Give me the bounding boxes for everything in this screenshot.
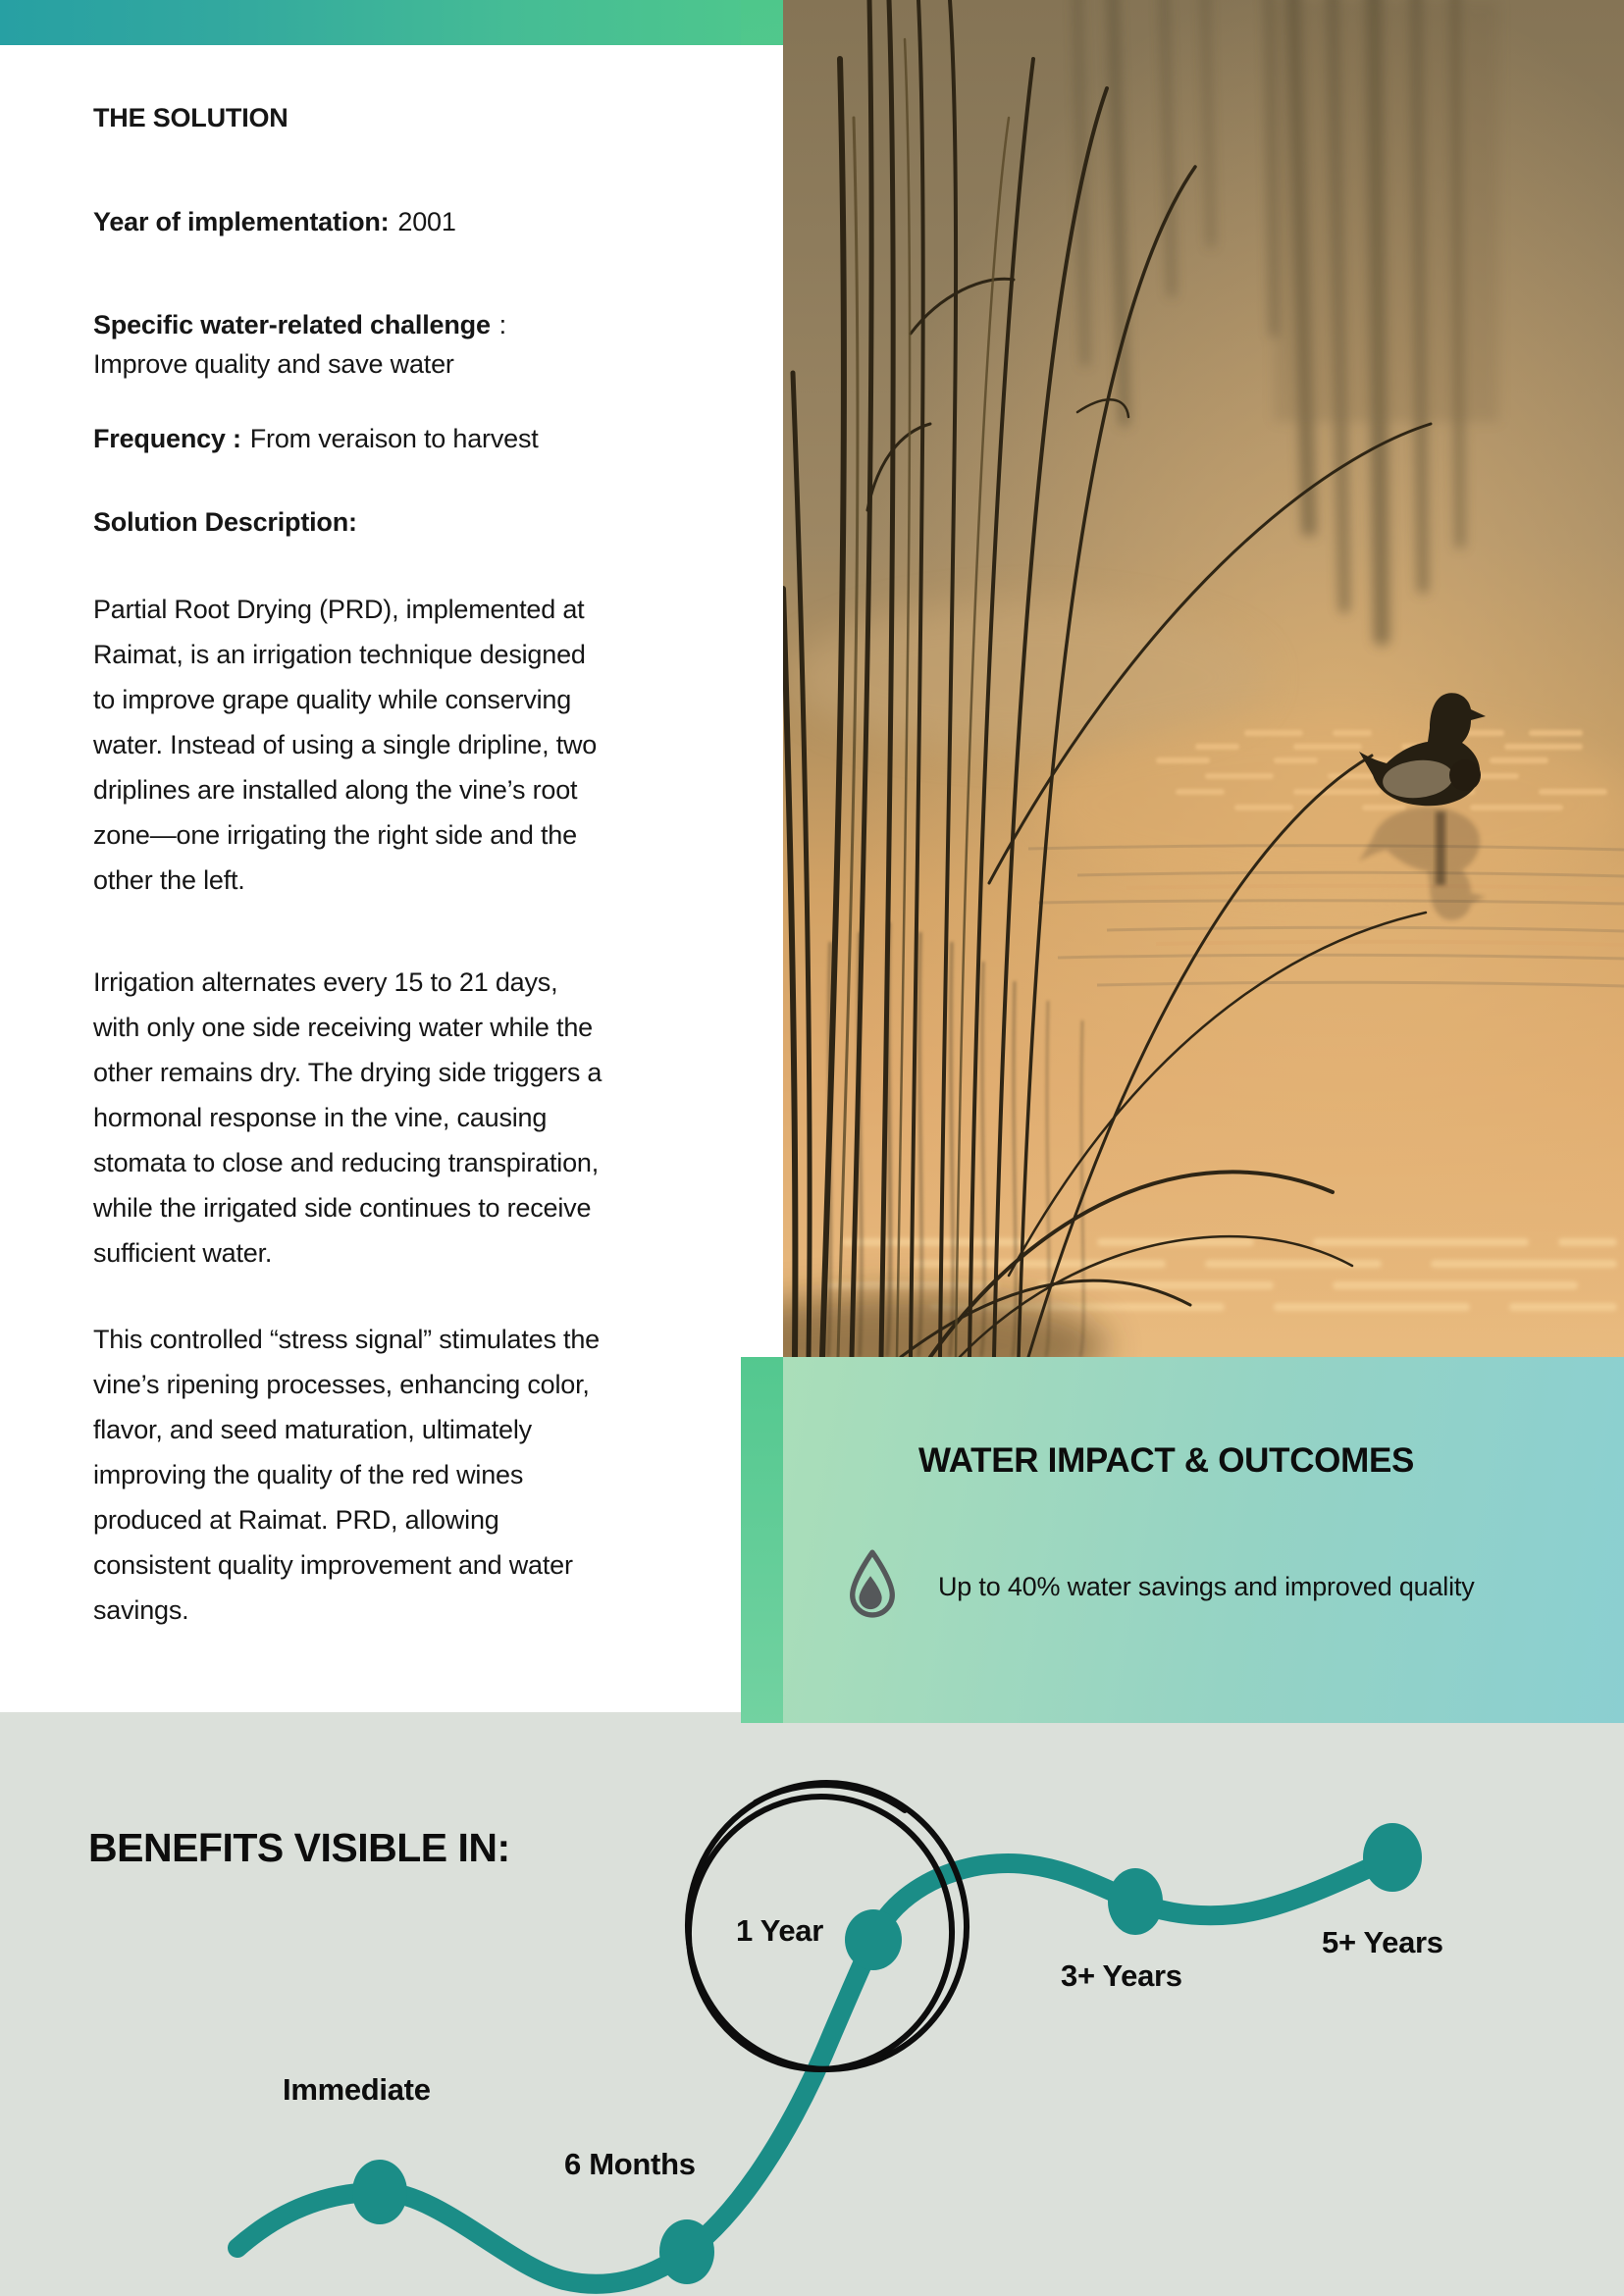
solution-paragraph-1: Partial Root Drying (PRD), implemented at Raimat, is an irrigation technique designed to improve grape quality while conserving water. Instead of using a single dripline, two driplines are installed along the vine’s root zone—one irrigating the right side and the other the left.	[93, 595, 598, 895]
benefits-timeline	[0, 1722, 1624, 2296]
water-impact-panel	[741, 1357, 1624, 1723]
solution-paragraph-3: This controlled “stress signal” stimulates the vine’s ripening processes, enhancing color, flavor, and seed maturation, ultimately improving the quality of the red wines produced at Raimat. PRD, allowing consistent quality improvement and water savings.	[93, 1325, 600, 1625]
milestone-label-3-years: 3+ Years	[1061, 1958, 1182, 1993]
top-gradient-bar	[0, 0, 783, 45]
milestone-label-6-months: 6 Months	[564, 2147, 696, 2181]
field-value: 2001	[397, 207, 456, 236]
milestone-dot-6-months	[659, 2219, 714, 2284]
milestone-dot-1-year	[845, 1909, 902, 1970]
impact-outcome-row	[844, 1547, 1475, 1627]
field-value: From veraison to harvest	[249, 424, 539, 453]
impact-panel-title: WATER IMPACT & OUTCOMES	[917, 1441, 1415, 1480]
benefits-section-title: BENEFITS VISIBLE IN:	[88, 1825, 510, 1870]
field-colon: :	[498, 310, 506, 339]
field-water-challenge	[93, 305, 608, 384]
panel-background	[783, 1357, 1624, 1723]
milestone-dot-5-years	[1363, 1823, 1422, 1892]
impact-outcome-text: Up to 40% water savings and improved quality	[938, 1572, 1475, 1601]
milestone-label-1-year: 1 Year	[736, 1913, 824, 1948]
field-frequency	[93, 419, 608, 458]
milestone-dot-immediate	[352, 2160, 407, 2224]
milestone-label-5-years: 5+ Years	[1322, 1925, 1443, 1959]
milestone-dot-3-years	[1108, 1868, 1163, 1935]
solution-card	[0, 45, 783, 1712]
milestone-label-immediate: Immediate	[283, 2072, 431, 2107]
lake-photo	[783, 0, 1624, 1357]
field-year-of-implementation	[93, 202, 608, 241]
field-label: Specific water-related challenge	[93, 310, 491, 339]
field-label: Year of implementation:	[93, 207, 390, 236]
solution-paragraph-2: Irrigation alternates every 15 to 21 days, with only one side receiving water while the other remains dry. The drying side triggers a hormonal response in the vine, causing stomata to close and reducing transpiration, while the irrigated side continues to receive sufficient water.	[93, 967, 602, 1268]
water-drop-icon	[844, 1547, 901, 1627]
field-label: Frequency :	[93, 424, 241, 453]
panel-gradient-strip	[741, 1357, 783, 1723]
card-title: THE SOLUTION	[93, 103, 288, 132]
solution-description-label: Solution Description:	[93, 507, 357, 537]
field-value: Improve quality and save water	[93, 349, 454, 379]
